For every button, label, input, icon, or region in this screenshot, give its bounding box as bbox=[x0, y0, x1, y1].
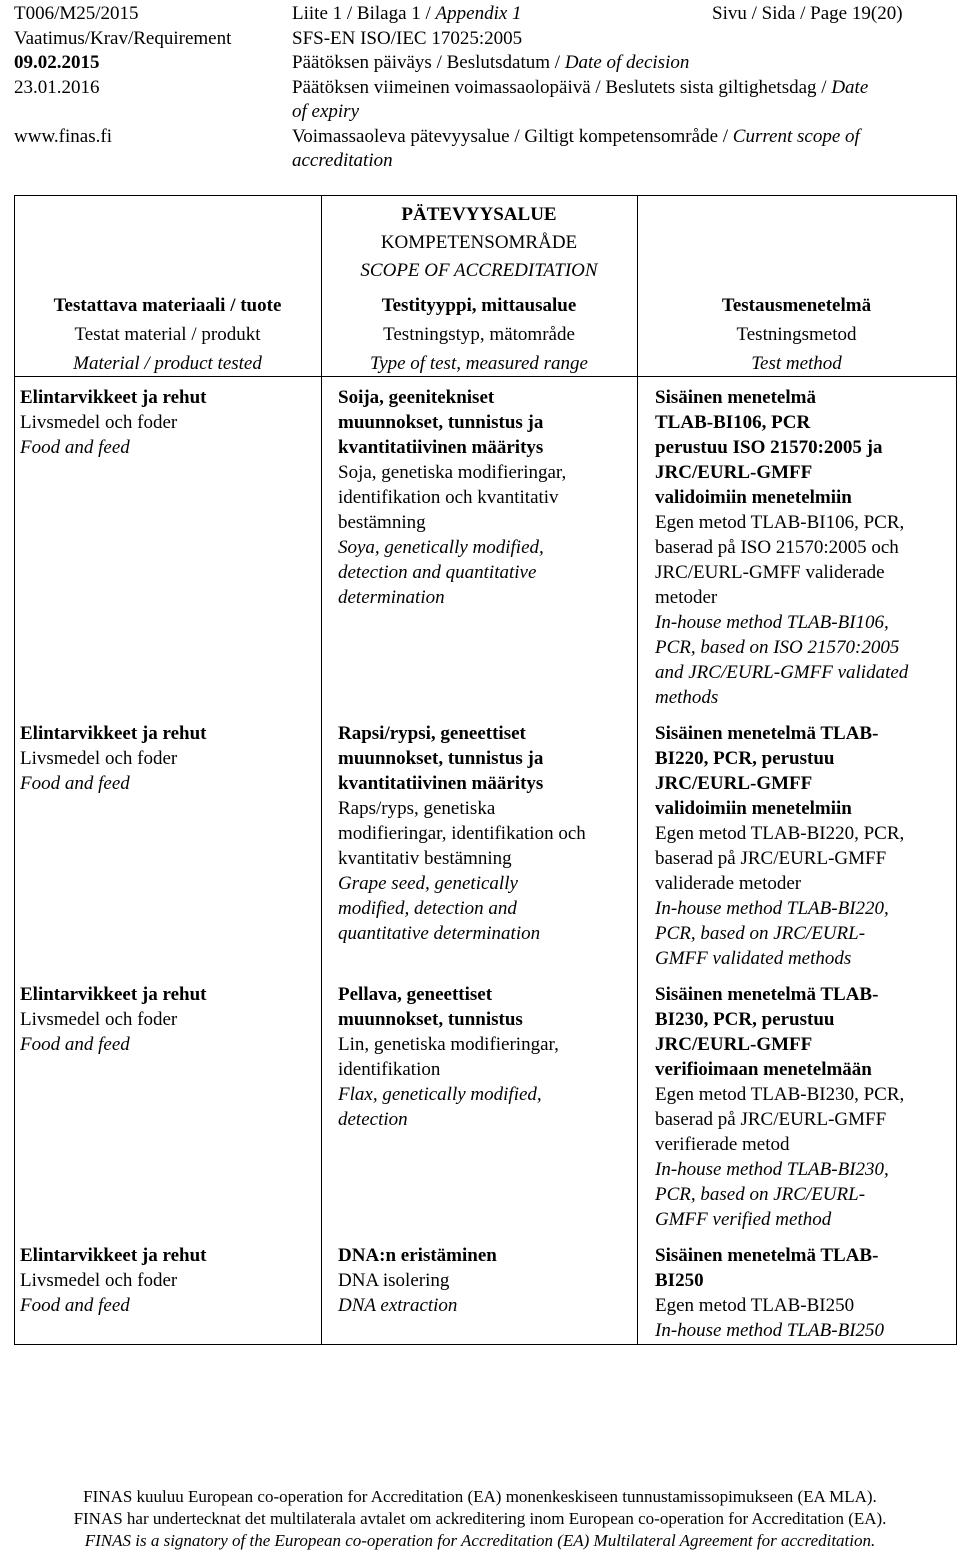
cell-line: DNA:n eristäminen bbox=[338, 1245, 497, 1266]
material-cell bbox=[20, 1243, 318, 1318]
cell-line: modifieringar, identifikation och bbox=[338, 823, 586, 844]
expiry-label-line2: of expiry bbox=[292, 101, 360, 122]
cell-line: kvantitatiivinen määritys bbox=[338, 773, 544, 794]
cell-line: Egen metod TLAB-BI106, PCR, bbox=[655, 512, 905, 533]
footer-line-fi: FINAS kuuluu European co-operation for Accreditation (EA) monenkeskiseen tunnustamissopimukseen (EA MLA). bbox=[83, 1487, 877, 1506]
footer-line-en: FINAS is a signatory of the European co-operation for Accreditation (EA) Multilateral Agreement for accreditation. bbox=[84, 1531, 876, 1550]
cell-line: identifikation och kvantitativ bbox=[338, 487, 559, 508]
col1-heading bbox=[14, 291, 321, 378]
cell-line: Egen metod TLAB-BI220, PCR, bbox=[655, 823, 905, 844]
cell-line: Sisäinen menetelmä TLAB- bbox=[655, 723, 879, 744]
scope-label-line2: accreditation bbox=[292, 150, 393, 171]
cell-line: Pellava, geneettiset bbox=[338, 984, 493, 1005]
cell-line: In-house method TLAB-BI250 bbox=[655, 1320, 885, 1341]
col1-heading-sv: Testat material / produkt bbox=[74, 324, 261, 345]
footer-line-sv: FINAS har undertecknat det multilaterala avtalet om ackreditering inom European co-operation for Accreditation (EA). bbox=[73, 1509, 887, 1528]
cell-line: detection bbox=[338, 1109, 408, 1130]
cell-line: kvantitatiivinen määritys bbox=[338, 437, 544, 458]
test-method-cell bbox=[655, 1243, 953, 1343]
cell-line: BI250 bbox=[655, 1270, 704, 1291]
cell-line: bestämning bbox=[338, 512, 426, 533]
scope-heading-en: SCOPE OF ACCREDITATION bbox=[360, 260, 598, 281]
cell-line: validerade metoder bbox=[655, 873, 802, 894]
col3-heading bbox=[637, 291, 956, 378]
test-type-cell bbox=[338, 721, 634, 946]
cell-line: GMFF validated methods bbox=[655, 948, 852, 969]
cell-line: GMFF verified method bbox=[655, 1209, 832, 1230]
col3-heading-sv: Testningsmetod bbox=[736, 324, 857, 345]
cell-line: BI230, PCR, perustuu bbox=[655, 1009, 835, 1030]
material-line: Elintarvikkeet ja rehut bbox=[20, 387, 207, 408]
cell-line: PCR, based on ISO 21570:2005 bbox=[655, 637, 900, 658]
cell-line: detection and quantitative bbox=[338, 562, 537, 583]
cell-line: JRC/EURL-GMFF bbox=[655, 1034, 813, 1055]
cell-line: BI220, PCR, perustuu bbox=[655, 748, 835, 769]
material-line: Elintarvikkeet ja rehut bbox=[20, 984, 207, 1005]
cell-line: Sisäinen menetelmä bbox=[655, 387, 816, 408]
col3-heading-en: Test method bbox=[751, 353, 842, 374]
cell-line: and JRC/EURL-GMFF validated bbox=[655, 662, 909, 683]
cell-line: baserad på JRC/EURL-GMFF bbox=[655, 1109, 887, 1130]
test-type-cell bbox=[338, 385, 634, 610]
appendix-label: Liite 1 / Bilaga 1 / Appendix 1 bbox=[292, 3, 522, 24]
cell-line: modified, detection and bbox=[338, 898, 517, 919]
cell-line: muunnokset, tunnistus bbox=[338, 1009, 523, 1030]
cell-line: verifioimaan menetelmään bbox=[655, 1059, 872, 1080]
table-top-rule bbox=[14, 195, 957, 196]
test-type-cell bbox=[338, 1243, 634, 1318]
cell-line: JRC/EURL-GMFF bbox=[655, 773, 813, 794]
col1-heading-fi: Testattava materiaali / tuote bbox=[53, 295, 282, 316]
col2-heading bbox=[321, 291, 637, 378]
material-line: Food and feed bbox=[20, 1034, 130, 1055]
material-line: Food and feed bbox=[20, 437, 130, 458]
material-line: Livsmedel och foder bbox=[20, 1270, 178, 1291]
cell-line: methods bbox=[655, 687, 719, 708]
cell-line: JRC/EURL-GMFF bbox=[655, 462, 813, 483]
scope-label-line1-en: Current scope of bbox=[732, 126, 860, 147]
cell-line: In-house method TLAB-BI106, bbox=[655, 612, 889, 633]
table-bottom-rule bbox=[14, 1344, 957, 1345]
cell-line: validoimiin menetelmiin bbox=[655, 798, 852, 819]
material-line: Food and feed bbox=[20, 773, 130, 794]
material-line: Livsmedel och foder bbox=[20, 412, 178, 433]
material-cell bbox=[20, 721, 318, 796]
cell-line: In-house method TLAB-BI220, bbox=[655, 898, 889, 919]
page-number: Sivu / Sida / Page 19(20) bbox=[712, 3, 903, 24]
cell-line: kvantitativ bestämning bbox=[338, 848, 512, 869]
cell-line: Lin, genetiska modifieringar, bbox=[338, 1034, 559, 1055]
material-line: Elintarvikkeet ja rehut bbox=[20, 723, 207, 744]
material-cell bbox=[20, 982, 318, 1057]
col1-heading-en: Material / product tested bbox=[73, 353, 262, 374]
cell-line: DNA isolering bbox=[338, 1270, 450, 1291]
decision-label: Päätöksen päiväys / Beslutsdatum / Date of decision bbox=[292, 52, 690, 73]
cell-line: TLAB-BI106, PCR bbox=[655, 412, 811, 433]
expiry-label-line1-en: Date bbox=[831, 77, 869, 98]
cell-line: verifierade metod bbox=[655, 1134, 790, 1155]
cell-line: Soija, geenitekniset bbox=[338, 387, 495, 408]
expiry-label-line1: Päätöksen viimeinen voimassaolopäivä / Beslutets sista giltighetsdag / Date bbox=[292, 77, 869, 98]
scope-label-line1: Voimassaoleva pätevyysalue / Giltigt kompetensområde / Current scope of bbox=[292, 126, 860, 147]
cell-line: baserad på ISO 21570:2005 och bbox=[655, 537, 899, 558]
material-line: Food and feed bbox=[20, 1295, 130, 1316]
cell-line: determination bbox=[338, 587, 445, 608]
scope-heading-sv: KOMPETENSOMRÅDE bbox=[380, 232, 578, 253]
decision-date: 09.02.2015 bbox=[14, 52, 100, 73]
cell-line: identifikation bbox=[338, 1059, 441, 1080]
material-line: Elintarvikkeet ja rehut bbox=[20, 1245, 207, 1266]
test-method-cell bbox=[655, 982, 953, 1232]
cell-line: Sisäinen menetelmä TLAB- bbox=[655, 984, 879, 1005]
cell-line: perustuu ISO 21570:2005 ja bbox=[655, 437, 883, 458]
material-line: Livsmedel och foder bbox=[20, 748, 178, 769]
requirement-value: SFS-EN ISO/IEC 17025:2005 bbox=[292, 28, 523, 49]
cell-line: muunnokset, tunnistus ja bbox=[338, 412, 544, 433]
cell-line: Raps/ryps, genetiska bbox=[338, 798, 496, 819]
cell-line: muunnokset, tunnistus ja bbox=[338, 748, 544, 769]
cell-line: Egen metod TLAB-BI250 bbox=[655, 1295, 855, 1316]
test-method-cell bbox=[655, 721, 953, 971]
appendix-label-en: Appendix 1 bbox=[435, 3, 522, 24]
cell-line: Grape seed, genetically bbox=[338, 873, 518, 894]
doc-id: T006/M25/2015 bbox=[14, 3, 139, 24]
cell-line: JRC/EURL-GMFF validerade bbox=[655, 562, 885, 583]
table-right-rule bbox=[956, 195, 957, 1345]
cell-line: Flax, genetically modified, bbox=[338, 1084, 542, 1105]
scope-heading-fi: PÄTEVYYSALUE bbox=[401, 204, 557, 225]
cell-line: Soja, genetiska modifieringar, bbox=[338, 462, 567, 483]
cell-line: DNA extraction bbox=[338, 1295, 458, 1316]
requirement-label: Vaatimus/Krav/Requirement bbox=[14, 28, 232, 49]
decision-label-en: Date of decision bbox=[564, 52, 690, 73]
cell-line: In-house method TLAB-BI230, bbox=[655, 1159, 889, 1180]
material-line: Livsmedel och foder bbox=[20, 1009, 178, 1030]
cell-line: PCR, based on JRC/EURL- bbox=[655, 1184, 866, 1205]
cell-line: Soya, genetically modified, bbox=[338, 537, 544, 558]
cell-line: validoimiin menetelmiin bbox=[655, 487, 852, 508]
test-method-cell bbox=[655, 385, 953, 710]
col2-heading-fi: Testityyppi, mittausalue bbox=[381, 295, 577, 316]
scope-heading bbox=[321, 202, 637, 283]
cell-line: Sisäinen menetelmä TLAB- bbox=[655, 1245, 879, 1266]
cell-line: quantitative determination bbox=[338, 923, 541, 944]
test-type-cell bbox=[338, 982, 634, 1132]
website-link[interactable]: www.finas.fi bbox=[14, 126, 112, 147]
expiry-date: 23.01.2016 bbox=[14, 77, 100, 98]
cell-line: baserad på JRC/EURL-GMFF bbox=[655, 848, 887, 869]
cell-line: PCR, based on JRC/EURL- bbox=[655, 923, 866, 944]
col3-heading-fi: Testausmenetelmä bbox=[721, 295, 872, 316]
material-cell bbox=[20, 385, 318, 460]
col2-heading-sv: Testningstyp, mätområde bbox=[383, 324, 575, 345]
col2-heading-en: Type of test, measured range bbox=[370, 353, 588, 374]
cell-line: Egen metod TLAB-BI230, PCR, bbox=[655, 1084, 905, 1105]
cell-line: metoder bbox=[655, 587, 718, 608]
cell-line: Rapsi/rypsi, geneettiset bbox=[338, 723, 526, 744]
